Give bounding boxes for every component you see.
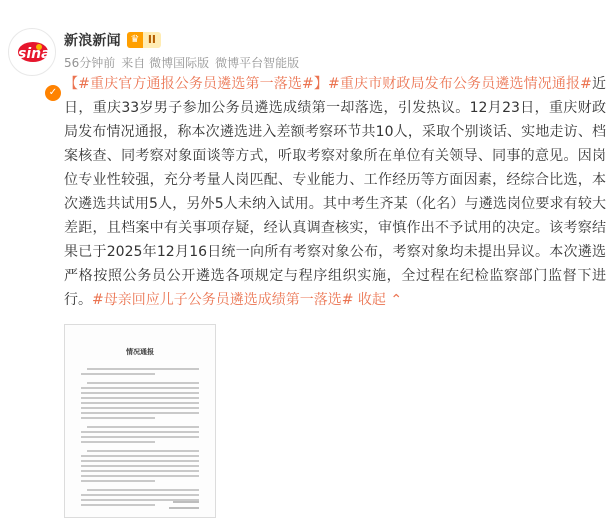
- post-time[interactable]: 56分钟前: [64, 56, 116, 70]
- svg-text:sina: sina: [18, 46, 51, 62]
- hashtag-link[interactable]: 【#重庆官方通报公务员遴选第一落选#】: [64, 76, 328, 92]
- author-row: [64, 29, 161, 51]
- doc-title: 情况通报: [126, 348, 154, 356]
- post-platform: 微博平台智能版: [215, 56, 300, 70]
- hashtag-link[interactable]: #母亲回应儿子公务员遴选成绩第一落选#: [92, 292, 354, 308]
- chevron-up-icon[interactable]: ⌃: [385, 292, 403, 308]
- vip-level: II: [147, 33, 156, 46]
- sina-logo-icon: [9, 29, 57, 77]
- verified-badge-icon: ✓: [43, 83, 63, 103]
- collapse-link[interactable]: 收起: [357, 292, 386, 308]
- avatar[interactable]: [8, 28, 58, 98]
- attachment-image[interactable]: [64, 324, 216, 518]
- crown-icon: ♛: [127, 32, 143, 48]
- author-name[interactable]: 新浪新闻: [64, 33, 121, 49]
- post-meta: [64, 54, 305, 71]
- vip-badge[interactable]: [127, 32, 161, 48]
- post-text: 近日，重庆33岁男子参加公务员遴选成绩第一却落选，引发热议。12月23日，重庆财政局发布情况通报，称本次遴选进入差额考察环节共10人，采取个别谈话、实地走访、档案核查、同考察对象面谈等方式，听取考察对象所在单位有关领导、同事的意见。因岗位专业性较强，充分考量人岗匹配、专业能力、工作经历等方面因素，经综合比选，本次遴选共试用5人，另外5人未纳入试用。其中考生齐某（化名）与遴选岗位要求有较大差距，且档案中有关事项存疑，经认真调查核实，审慎作出不予试用的决定。该考察结果已于2025年12月16日统一向所有考察对象公布，考察对象均未提出异议。本次遴选严格按照公务员公开遴选各项规定与程序组织实施，全过程在纪检监察部门监督下进行。: [64, 76, 606, 308]
- hashtag-link[interactable]: #重庆市财政局发布公务员遴选情况通报#: [328, 76, 592, 92]
- post-source: 来自 微博国际版: [121, 56, 210, 70]
- post-content: [64, 72, 606, 312]
